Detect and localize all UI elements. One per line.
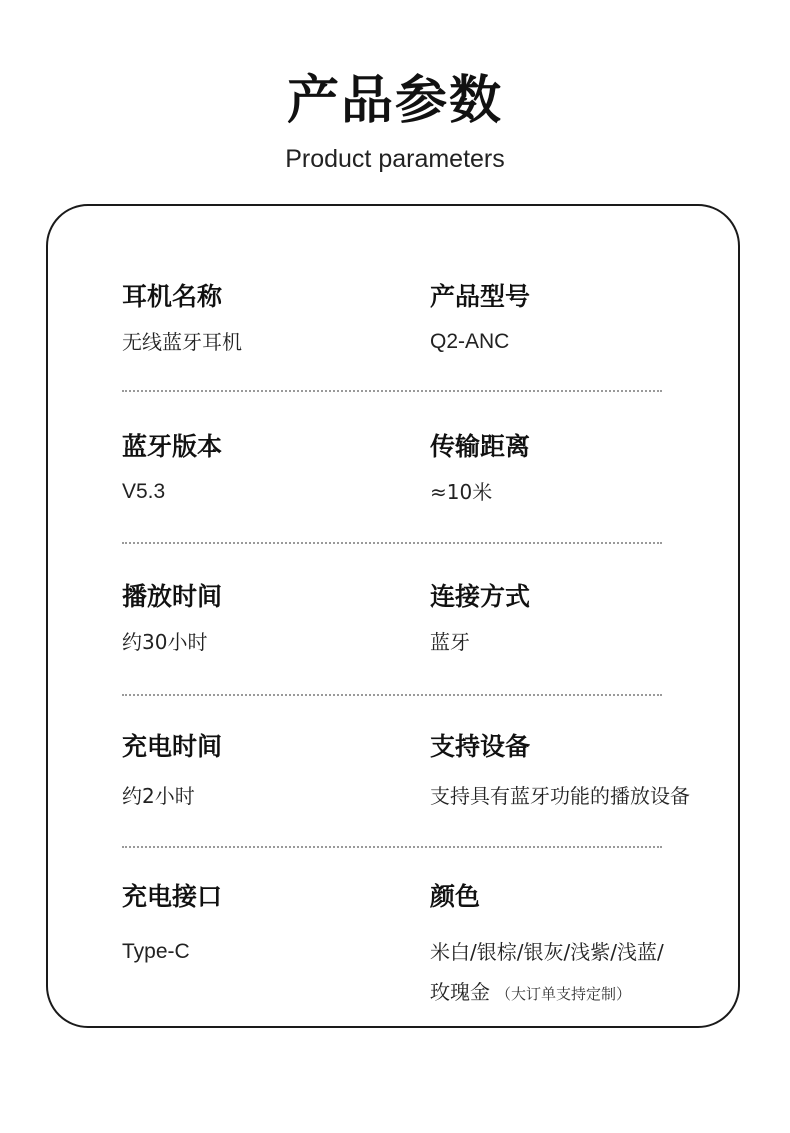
param-value: 约2小时	[122, 784, 195, 808]
param-value: 无线蓝牙耳机	[122, 330, 242, 354]
param-earphone-name	[122, 280, 402, 356]
param-label: 充电时间	[122, 732, 223, 761]
param-value: V5.3	[122, 480, 166, 503]
custom-order-note: （大订单支持定制）	[496, 985, 632, 1003]
parameters-card	[46, 204, 740, 1028]
page-title: 产品参数	[286, 71, 503, 131]
param-bluetooth-version	[122, 430, 402, 506]
param-label: 连接方式	[430, 582, 531, 611]
param-value: Q2-ANC	[430, 330, 510, 353]
param-value: ≈10米	[430, 480, 493, 504]
param-label: 支持设备	[430, 732, 531, 761]
param-label: 传输距离	[430, 432, 531, 461]
param-charging-port	[122, 880, 402, 966]
param-value: 蓝牙	[430, 630, 470, 654]
param-label: 产品型号	[430, 282, 531, 311]
param-charge-time	[122, 730, 402, 810]
param-label: 耳机名称	[122, 282, 223, 311]
param-supported-devices	[430, 730, 730, 810]
param-label: 颜色	[430, 882, 481, 911]
param-value: Type-C	[122, 940, 190, 963]
param-connection-method	[430, 580, 730, 656]
page-subtitle: Product parameters	[285, 145, 505, 173]
param-value: 约30小时	[122, 630, 208, 654]
color-options-line	[430, 972, 730, 1014]
param-transmission-distance	[430, 430, 730, 506]
param-play-time	[122, 580, 402, 656]
dotted-divider	[122, 846, 662, 848]
color-options-line: 米白/银棕/银灰/浅紫/浅蓝/	[430, 940, 664, 964]
param-value: 支持具有蓝牙功能的播放设备	[430, 784, 690, 808]
dotted-divider	[122, 390, 662, 392]
param-label: 播放时间	[122, 582, 223, 611]
color-option-rose-gold: 玫瑰金	[430, 980, 490, 1004]
dotted-divider	[122, 694, 662, 696]
param-color	[430, 880, 730, 1014]
param-label: 蓝牙版本	[122, 432, 223, 461]
param-label: 充电接口	[122, 882, 223, 911]
param-model	[430, 280, 730, 356]
dotted-divider	[122, 542, 662, 544]
param-value	[430, 932, 730, 1014]
